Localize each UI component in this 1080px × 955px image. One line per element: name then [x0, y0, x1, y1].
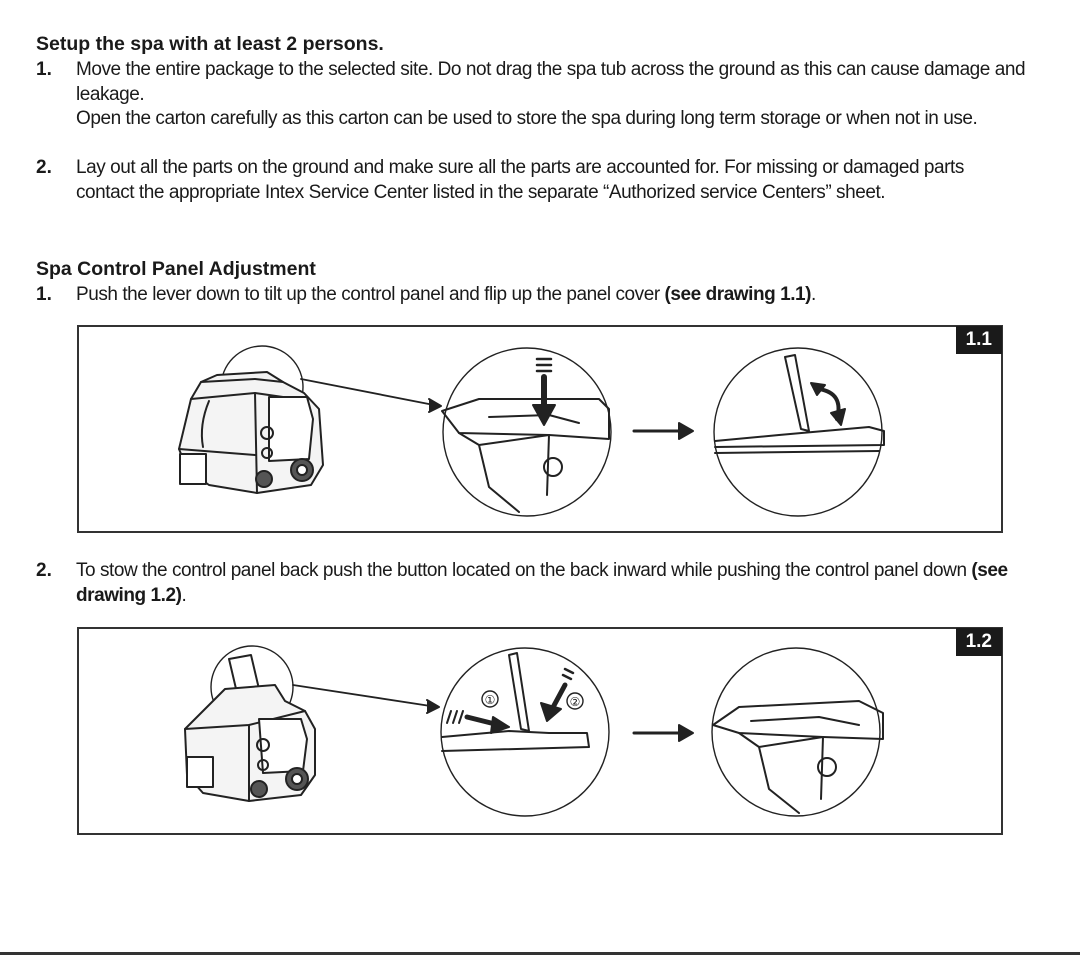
control-step-1-paragraph — [76, 283, 1026, 308]
panel-stowed-closeup-icon — [712, 648, 883, 816]
control-step-1-period: . — [811, 284, 816, 305]
figure-1-2-illustration — [79, 629, 1005, 837]
control-step-2-period: . — [181, 584, 187, 606]
control-step-2-text: To stow the control panel back push the button located on the back inward while pushing the control panel down — [76, 560, 972, 581]
drawing-1-1-reference: (see drawing 1.1) — [664, 284, 812, 305]
figure-1-2-label: 1.2 — [956, 628, 1002, 656]
panel-cover-flip-closeup-icon — [714, 348, 884, 516]
figure-1-1 — [77, 325, 1003, 533]
setup-step-1-text: Move the entire package to the selected site. Do not drag the spa tub across the ground as this can cause damage and leakage. — [76, 59, 1026, 105]
setup-step-2-text: Lay out all the parts on the ground and make sure all the parts are accounted for. For missing or damaged parts contact the appropriate Intex Service Center listed in the separate “Authorized service Centers” sheet. — [76, 157, 964, 203]
figure-1-1-illustration — [79, 327, 1005, 535]
setup-step-2-number: 2. — [36, 157, 52, 178]
control-step-2-paragraph — [76, 559, 1026, 608]
setup-step-1-number: 1. — [36, 59, 52, 80]
lever-push-closeup-icon — [442, 348, 611, 516]
step-marker-2: ② — [569, 695, 581, 709]
control-step-2-number: 2. — [36, 560, 52, 581]
spa-pump-unit-icon — [179, 346, 323, 493]
control-step-1-number: 1. — [36, 284, 52, 305]
setup-heading: Setup the spa with at least 2 persons. — [36, 33, 384, 55]
control-step-1-text: Push the lever down to tilt up the control panel and flip up the panel cover — [76, 284, 665, 305]
button-and-push-closeup-icon — [441, 648, 609, 816]
control-panel-heading: Spa Control Panel Adjustment — [36, 258, 316, 280]
drawing-1-2-reference: (see drawing 1.2) — [76, 560, 1008, 606]
figure-1-2 — [77, 627, 1003, 835]
figure-1-1-label: 1.1 — [956, 326, 1002, 354]
setup-step-1-text-2: Open the carton carefully as this carton can be used to store the spa during long term storage or when not in use. — [76, 108, 978, 129]
spa-pump-unit-raised-panel-icon — [185, 646, 315, 801]
step-marker-1: ① — [484, 693, 496, 707]
